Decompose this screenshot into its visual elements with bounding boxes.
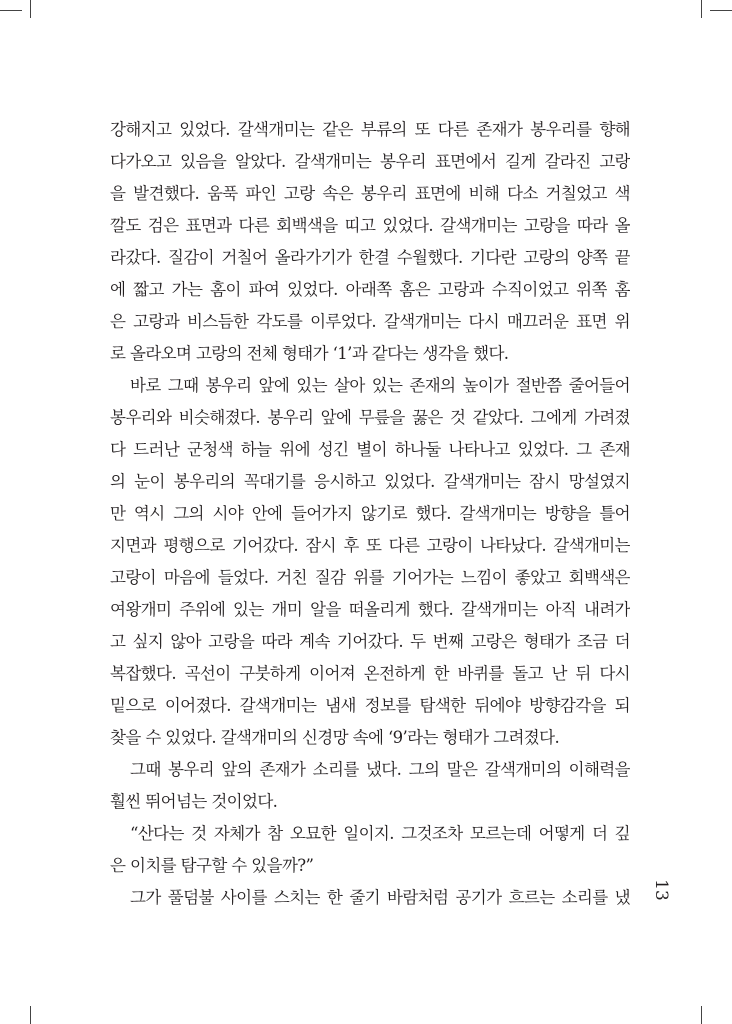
text-line: 다 드러난 군청색 하늘 위에 성긴 별이 하나둘 나타나고 있었다. 그 존재 — [110, 440, 630, 459]
text-line: 다가오고 있음을 알았다. 갈색개미는 봉우리 표면에서 길게 갈라진 고랑 — [110, 152, 630, 171]
text-line: 훨씬 뛰어넘는 것이었다. — [110, 792, 278, 811]
text-line: 에 짧고 가는 홈이 파여 있었다. 아래쪽 홈은 고랑과 수직이었고 위쪽 홈 — [110, 280, 630, 299]
crop-mark-top-left-v — [30, 0, 31, 18]
text-line: 바로 그때 봉우리 앞에 있는 살아 있는 존재의 높이가 절반쯤 줄어들어 — [130, 376, 630, 395]
text-line: 지면과 평행으로 기어갔다. 잠시 후 또 다른 고랑이 나타났다. 갈색개미는 — [110, 536, 630, 555]
crop-mark-bottom-left-v — [30, 1006, 31, 1024]
text-line: 여왕개미 주위에 있는 개미 알을 떠올리게 했다. 갈색개미는 아직 내려가 — [110, 600, 630, 619]
text-line: 밑으로 이어졌다. 갈색개미는 냄새 정보를 탐색한 뒤에야 방향감각을 되 — [110, 696, 630, 715]
text-line: 고랑이 마음에 들었다. 거친 질감 위를 기어가는 느낌이 좋았고 회백색은 — [110, 568, 630, 587]
text-line: 그가 풀덤불 사이를 스치는 한 줄기 바람처럼 공기가 흐르는 소리를 냈 — [130, 888, 630, 907]
text-line: 라갔다. 질감이 거칠어 올라가기가 한결 수월했다. 기다란 고랑의 양쪽 끝 — [110, 248, 630, 267]
crop-mark-top-right-h — [710, 10, 732, 11]
crop-mark-top-left-h — [0, 10, 22, 11]
text-line: 복잡했다. 곡선이 구붓하게 이어져 온전하게 한 바퀴를 돌고 난 뒤 다시 — [110, 664, 630, 683]
text-line: 의 눈이 봉우리의 꼭대기를 응시하고 있었다. 갈색개미는 잠시 망설였지 — [110, 472, 630, 491]
text-line: 깔도 검은 표면과 다른 회백색을 띠고 있었다. 갈색개미는 고랑을 따라 올 — [110, 216, 630, 235]
text-line: 만 역시 그의 시야 안에 들어가지 않기로 했다. 갈색개미는 방향을 틀어 — [110, 504, 630, 523]
crop-mark-bottom-right-v — [701, 1006, 702, 1024]
text-line: “산다는 것 자체가 참 오묘한 일이지. 그것조차 모르는데 어떻게 더 깊 — [130, 824, 630, 843]
crop-mark-top-right-v — [701, 0, 702, 18]
page-number: 13 — [650, 879, 671, 901]
text-line: 강해지고 있었다. 갈색개미는 같은 부류의 또 다른 존재가 봉우리를 향해 — [110, 120, 630, 139]
text-line: 은 이치를 탐구할 수 있을까?” — [110, 856, 314, 875]
text-line: 고 싶지 않아 고랑을 따라 계속 기어갔다. 두 번째 고랑은 형태가 조금 더 — [110, 632, 630, 651]
text-line: 을 발견했다. 움푹 파인 고랑 속은 봉우리 표면에 비해 다소 거칠었고 색 — [110, 184, 630, 203]
body-text — [110, 114, 630, 914]
text-line: 그때 봉우리 앞의 존재가 소리를 냈다. 그의 말은 갈색개미의 이해력을 — [130, 760, 630, 779]
text-line: 찾을 수 있었다. 갈색개미의 신경망 속에 ‘9’라는 형태가 그려졌다. — [110, 728, 560, 747]
text-line: 은 고랑과 비스듬한 각도를 이루었다. 갈색개미는 다시 매끄러운 표면 위 — [110, 312, 630, 331]
text-line: 로 올라오며 고랑의 전체 형태가 ‘1’과 같다는 생각을 했다. — [110, 344, 509, 363]
text-line: 봉우리와 비슷해졌다. 봉우리 앞에 무릎을 꿇은 것 같았다. 그에게 가려졌 — [110, 408, 630, 427]
